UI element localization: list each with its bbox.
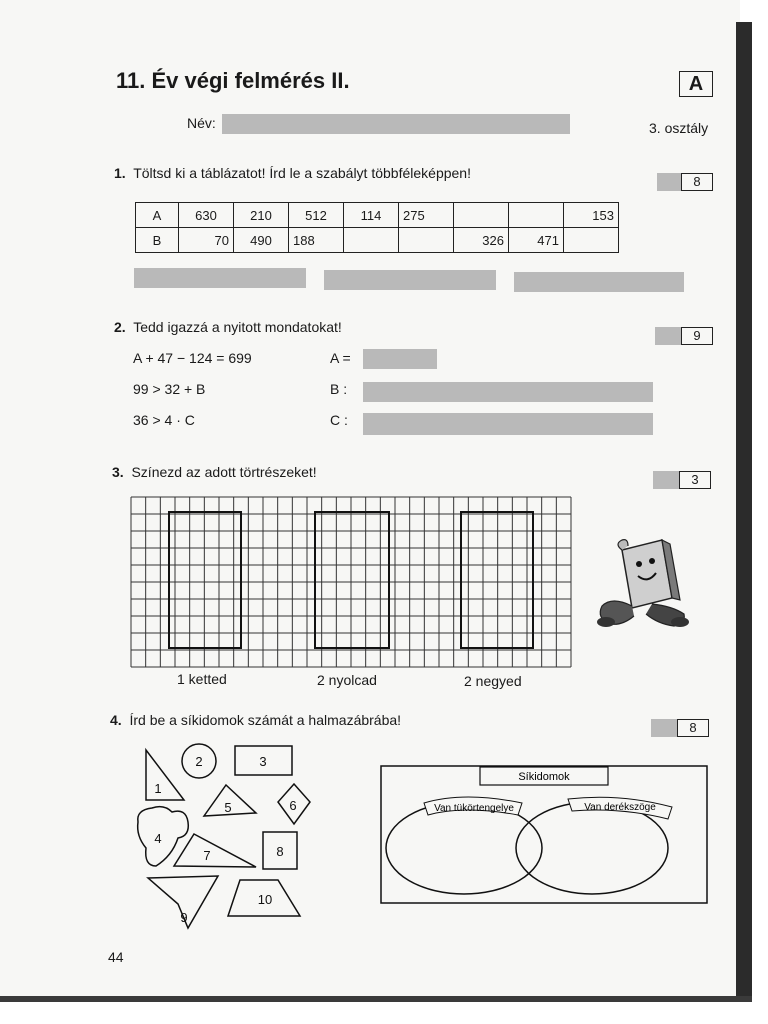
task4-score-value: 8 bbox=[677, 719, 709, 737]
shape-4-blob bbox=[138, 807, 189, 866]
shape-7-triangle bbox=[174, 834, 256, 867]
shape-label: 10 bbox=[257, 892, 273, 907]
caption-quarter: 2 negyed bbox=[464, 673, 522, 689]
table-cell-empty[interactable] bbox=[399, 228, 454, 253]
fraction-grid[interactable] bbox=[128, 494, 574, 672]
book-spine-edge bbox=[736, 22, 752, 1002]
task4-score bbox=[651, 719, 709, 737]
shape-label: 5 bbox=[224, 800, 232, 815]
task1-table bbox=[135, 202, 619, 253]
page-title: 11. Év végi felmérés II. bbox=[116, 68, 350, 93]
page-bottom-edge bbox=[0, 996, 752, 1002]
table-cell-empty[interactable] bbox=[564, 228, 619, 253]
table-cell: 275 bbox=[399, 203, 454, 228]
page-number: 44 bbox=[108, 949, 124, 965]
table-cell: 326 bbox=[454, 228, 509, 253]
name-label: Név: bbox=[187, 115, 216, 131]
task4-number: 4. bbox=[110, 712, 122, 728]
caption-half: 1 ketted bbox=[177, 671, 227, 687]
set-right-label: Van derékszöge bbox=[584, 802, 656, 813]
shape-label: 4 bbox=[154, 831, 162, 846]
plane-shapes bbox=[128, 740, 318, 930]
answer-label-a: A = bbox=[330, 350, 351, 366]
variant-badge: A bbox=[679, 71, 713, 97]
task1-number: 1. bbox=[114, 165, 126, 181]
task3-score-value: 3 bbox=[679, 471, 711, 489]
task1-score bbox=[657, 173, 715, 191]
task3-number: 3. bbox=[112, 464, 124, 480]
grade-label: 3. osztály bbox=[649, 120, 709, 136]
table-cell-empty[interactable] bbox=[344, 228, 399, 253]
book-mascot-illustration bbox=[592, 536, 690, 632]
task1-score-value: 8 bbox=[681, 173, 713, 191]
table-cell: 512 bbox=[289, 203, 344, 228]
task3-heading bbox=[112, 464, 317, 480]
set-right-ellipse[interactable] bbox=[516, 802, 668, 894]
table-row bbox=[136, 228, 619, 253]
fraction-rect-half bbox=[169, 512, 241, 648]
name-field[interactable] bbox=[222, 114, 570, 134]
row-b-header: B bbox=[136, 228, 179, 253]
equation-a: A + 47 − 124 = 699 bbox=[133, 350, 252, 366]
fraction-rect-quarter bbox=[461, 512, 533, 648]
task2-score bbox=[655, 327, 713, 345]
task2-number: 2. bbox=[114, 319, 126, 335]
shape-label: 9 bbox=[180, 910, 188, 925]
set-left-ellipse[interactable] bbox=[386, 802, 542, 894]
shape-label: 7 bbox=[203, 848, 211, 863]
task3-score bbox=[653, 471, 711, 489]
caption-eighth: 2 nyolcad bbox=[317, 672, 377, 688]
shape-1-triangle bbox=[146, 750, 184, 800]
table-cell: 153 bbox=[564, 203, 619, 228]
shape-label: 1 bbox=[154, 781, 162, 796]
answer-label-b: B : bbox=[330, 381, 348, 397]
task3-text: Színezd az adott törtrészeket! bbox=[131, 464, 317, 480]
venn-diagram[interactable] bbox=[380, 765, 710, 907]
task2-heading bbox=[114, 319, 342, 335]
task2-text: Tedd igazzá a nyitott mondatokat! bbox=[133, 319, 342, 335]
task1-heading bbox=[114, 165, 471, 181]
universal-set-label: Síkidomok bbox=[518, 771, 570, 783]
equation-b: 99 > 32 + B bbox=[133, 381, 206, 397]
rule-answer-field-2[interactable] bbox=[324, 270, 496, 290]
fraction-rect-eighth bbox=[315, 512, 389, 648]
task2-score-value: 9 bbox=[681, 327, 713, 345]
rule-answer-field-3[interactable] bbox=[514, 272, 684, 292]
shape-label: 8 bbox=[276, 844, 284, 859]
answer-field-a[interactable] bbox=[363, 349, 437, 369]
table-cell: 70 bbox=[179, 228, 234, 253]
answer-field-b[interactable] bbox=[363, 382, 653, 402]
task4-heading bbox=[110, 712, 401, 728]
table-cell: 210 bbox=[234, 203, 289, 228]
set-left-label: Van tükörtengelye bbox=[434, 803, 514, 814]
rule-answer-field-1[interactable] bbox=[134, 268, 306, 288]
table-row bbox=[136, 203, 619, 228]
table-cell: 114 bbox=[344, 203, 399, 228]
shape-label: 3 bbox=[259, 754, 267, 769]
table-cell-empty[interactable] bbox=[454, 203, 509, 228]
task4-text: Írd be a síkidomok számát a halmazábrába! bbox=[129, 712, 402, 728]
shape-label: 2 bbox=[195, 754, 203, 769]
universal-set-frame bbox=[381, 766, 707, 903]
table-cell: 490 bbox=[234, 228, 289, 253]
answer-label-c: C : bbox=[330, 412, 348, 428]
table-cell-empty[interactable] bbox=[509, 203, 564, 228]
table-cell: 630 bbox=[179, 203, 234, 228]
shape-label: 6 bbox=[289, 798, 297, 813]
answer-field-c[interactable] bbox=[363, 413, 653, 435]
task1-text: Töltsd ki a táblázatot! Írd le a szabályt többféleképpen! bbox=[133, 165, 471, 181]
row-a-header: A bbox=[136, 203, 179, 228]
table-cell: 188 bbox=[289, 228, 344, 253]
table-cell: 471 bbox=[509, 228, 564, 253]
equation-c: 36 > 4 · C bbox=[133, 412, 195, 428]
